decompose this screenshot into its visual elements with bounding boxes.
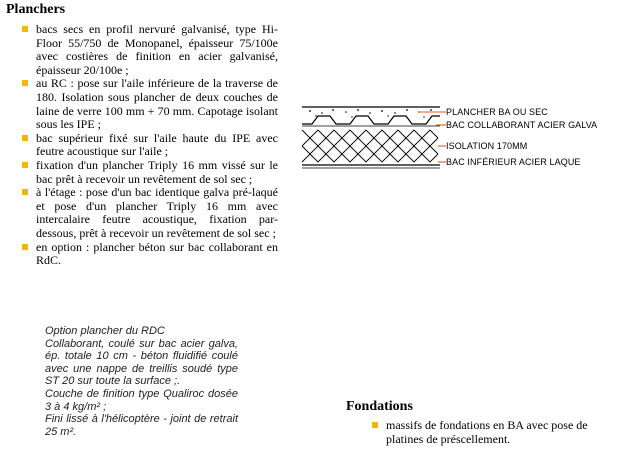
list-item — [22, 132, 278, 159]
diagram-label: BAC INFÉRIEUR ACIER LAQUE — [446, 157, 581, 167]
option-line: Collaborant, coulé sur bac acier galva, ép. totale 10 cm - béton fluidifié coulé avec une nappe de treillis soudé type ST 20 sur toute la surface ;. — [45, 337, 238, 388]
bullet-square-icon — [22, 162, 28, 168]
list-item-text: à l'étage : pose d'un bac identique galva pré-laqué et pose d'un plancher Triply 16 mm avec intercalaire feutre acoustique, fixation par-dessous, prêt à recevoir un revêtement de sol sec ; — [36, 185, 278, 240]
diagram-label: PLANCHER BA OU SEC — [446, 107, 548, 117]
bullet-square-icon — [22, 80, 28, 86]
bullet-square-icon — [22, 189, 28, 195]
list-item — [22, 241, 278, 268]
planchers-heading: Planchers — [6, 2, 66, 17]
bullet-square-icon — [22, 26, 28, 32]
floor-section-diagram — [300, 104, 620, 184]
diagram-label: BAC COLLABORANT ACIER GALVA — [446, 120, 598, 130]
bullet-square-icon — [22, 244, 28, 250]
fondations-heading: Fondations — [346, 399, 413, 414]
list-item-text: fixation d'un plancher Triply 16 mm vissé sur le bac prêt à recevoir un revêtement de sol sec ; — [36, 157, 278, 186]
list-item — [22, 77, 278, 131]
bullet-square-icon — [22, 135, 28, 141]
list-item-text: en option : plancher béton sur bac collaborant en RdC. — [36, 239, 278, 268]
planchers-list — [22, 23, 278, 268]
list-item-text: bac supérieur fixé sur l'aile haute du IPE avec feutre acoustique sur l'aile ; — [36, 130, 278, 159]
list-item — [372, 419, 624, 446]
diagram-label: ISOLATION 170MM — [446, 141, 528, 151]
option-line: Couche de finition type Qualiroc dosée 3 à 4 kg/m² ; — [45, 387, 238, 413]
list-item — [22, 23, 278, 77]
option-line: Fini lissé à l'hélicoptère - joint de retrait 25 m². — [45, 413, 238, 438]
option-title: Option plancher du RDC — [45, 325, 165, 337]
list-item — [22, 159, 278, 186]
list-item-text: au RC : pose sur l'aile inférieure de la traverse de 180. Isolation sous plancher de deux couches de laine de verre 100 mm + 70 mm. Capotage isolant sous les IPE ; — [36, 76, 278, 132]
list-item — [22, 186, 278, 240]
fondations-list — [372, 419, 624, 446]
option-plancher-note — [45, 325, 238, 438]
list-item-text: massifs de fondations en BA avec pose de platines de préscellement. — [386, 418, 588, 446]
bullet-square-icon — [372, 422, 378, 428]
list-item-text: bacs secs en profil nervuré galvanisé, type Hi-Floor 55/750 de Monopanel, épaisseur 75/100e avec costières de finition en acier galvanisé, épaisseur 20/100e ; — [36, 22, 278, 77]
